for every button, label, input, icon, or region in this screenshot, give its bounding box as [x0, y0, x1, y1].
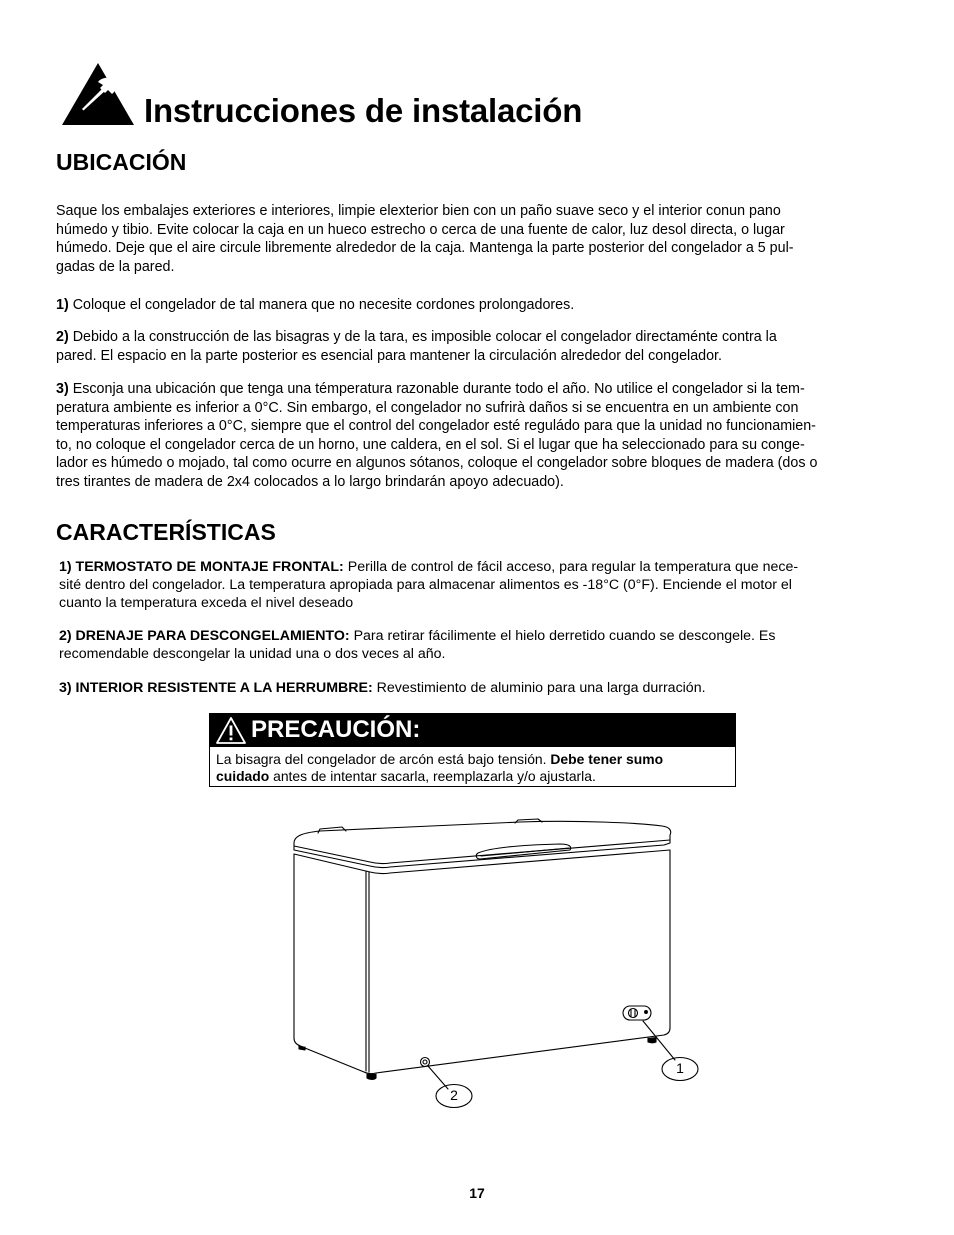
callout-1-label: 1: [676, 1060, 684, 1076]
text-line: Saque los embalajes exteriores e interiores, limpie elexterior bien con un paño suave seco y el interior conun pano: [56, 203, 781, 219]
page-number: 17: [469, 1185, 485, 1201]
text-line: lador es húmedo o mojado, tal como ocurre en algunos sótanos, coloque el congelador sobre bloques de madera (dos o: [56, 455, 818, 472]
feature-text: Para retirar fácilimente el hielo derretido cuando se descongele. Es: [353, 628, 776, 644]
ubicacion-item-2: [56, 328, 916, 365]
item-text: Debido a la construcción de las bisagras y de la tara, es imposible colocar el congelador directaménte contra la: [72, 329, 777, 345]
caution-text-part: antes de intentar sacarla, reemplazarla y/o ajustarla.: [269, 768, 596, 784]
ubicacion-item-1: [56, 296, 916, 315]
ubicacion-intro: [56, 202, 916, 276]
item-number: 3): [56, 381, 69, 397]
feature-label: 1) TERMOSTATO DE MONTAJE FRONTAL:: [59, 559, 344, 575]
text-line: tres tirantes de madera de 2x4 colocados a lo largo brindarán apoyo adecuado).: [56, 473, 564, 490]
caution-text: [210, 747, 735, 785]
text-line: peratura ambiente es inferior a 0°C. Sin embargo, el congelador no sufrirà daños si se encuentra en un ambiente con: [56, 399, 799, 416]
text-line: húmedo. Deje que el aire circule libremente alrededor de la caja. Mantenga la parte posterior del congelador a 5 pul-: [56, 240, 794, 257]
text-line: [56, 328, 916, 347]
text-line: [56, 296, 916, 315]
feature-text: Revestimiento de aluminio para una larga durración.: [376, 680, 706, 696]
caution-bold-part: Debe tener sumo: [550, 751, 664, 767]
chest-freezer-illustration: [280, 810, 710, 1110]
item-number: 2): [56, 329, 69, 345]
text-line: recomendable descongelar la unidad una o dos veces al año.: [59, 645, 446, 662]
feature-item-3: [59, 680, 919, 698]
text-line: to, no coloque el congelador cerca de un horno, une caldera, en el sol. Si el lugar que ha seleccionado para su conge-: [56, 436, 805, 453]
text-line: [59, 559, 919, 577]
feature-label: 2) DRENAJE PARA DESCONGELAMIENTO:: [59, 628, 350, 644]
feature-text: Perilla de control de fácil acceso, para regular la temperatura que nece-: [347, 559, 799, 575]
item-text: Coloque el congelador de tal manera que no necesite cordones prolongadores.: [72, 297, 575, 313]
hammer-warning-icon: [60, 61, 136, 127]
item-number: 1): [56, 297, 69, 313]
feature-item-1: [59, 559, 919, 612]
page-title: Instrucciones de instalación: [144, 92, 583, 129]
caution-box: [209, 713, 736, 787]
text-line: gadas de la pared.: [56, 258, 175, 275]
caution-label: PRECAUCIÓN:: [251, 716, 421, 743]
text-line: temperaturas inferiores a 0°C, siempre que el control del congelador esté reguládo para que la unidad no funcionamien-: [56, 418, 816, 435]
text-line: cuanto la temperatura exceda el nivel deseado: [59, 594, 354, 611]
item-text: Esconja una ubicación que tenga una témperatura razonable durante todo el año. No utilice el congelador si la tem-: [72, 381, 805, 397]
text-line: pared. El espacio en la parte posterior es esencial para mantener la circulación alrededor del congelador.: [56, 347, 722, 364]
warning-triangle-icon: [215, 716, 247, 745]
text-line: [59, 628, 919, 646]
callout-2-label: 2: [450, 1087, 458, 1103]
text-line: [56, 380, 916, 399]
caution-bold-part: cuidado: [216, 768, 270, 784]
caution-text-part: La bisagra del congelador de arcón está bajo tensión.: [216, 751, 551, 767]
text-line: sité dentro del congelador. La temperatura apropiada para almacenar alimentos es -18°C (0°F). Enciende el motor el: [59, 576, 792, 593]
text-line: húmedo y tibio. Evite colocar la caja en un hueco estrecho o cerca de una fuente de calor, luz desol directa, o lugar: [56, 221, 785, 238]
section-heading-caracteristicas: CARACTERÍSTICAS: [56, 519, 276, 545]
caution-header: [210, 714, 735, 747]
feature-item-2: [59, 628, 919, 664]
ubicacion-item-3: [56, 380, 916, 492]
text-line: [59, 680, 919, 698]
section-heading-ubicacion: UBICACIÓN: [56, 149, 187, 175]
feature-label: 3) INTERIOR RESISTENTE A LA HERRUMBRE:: [59, 680, 373, 696]
